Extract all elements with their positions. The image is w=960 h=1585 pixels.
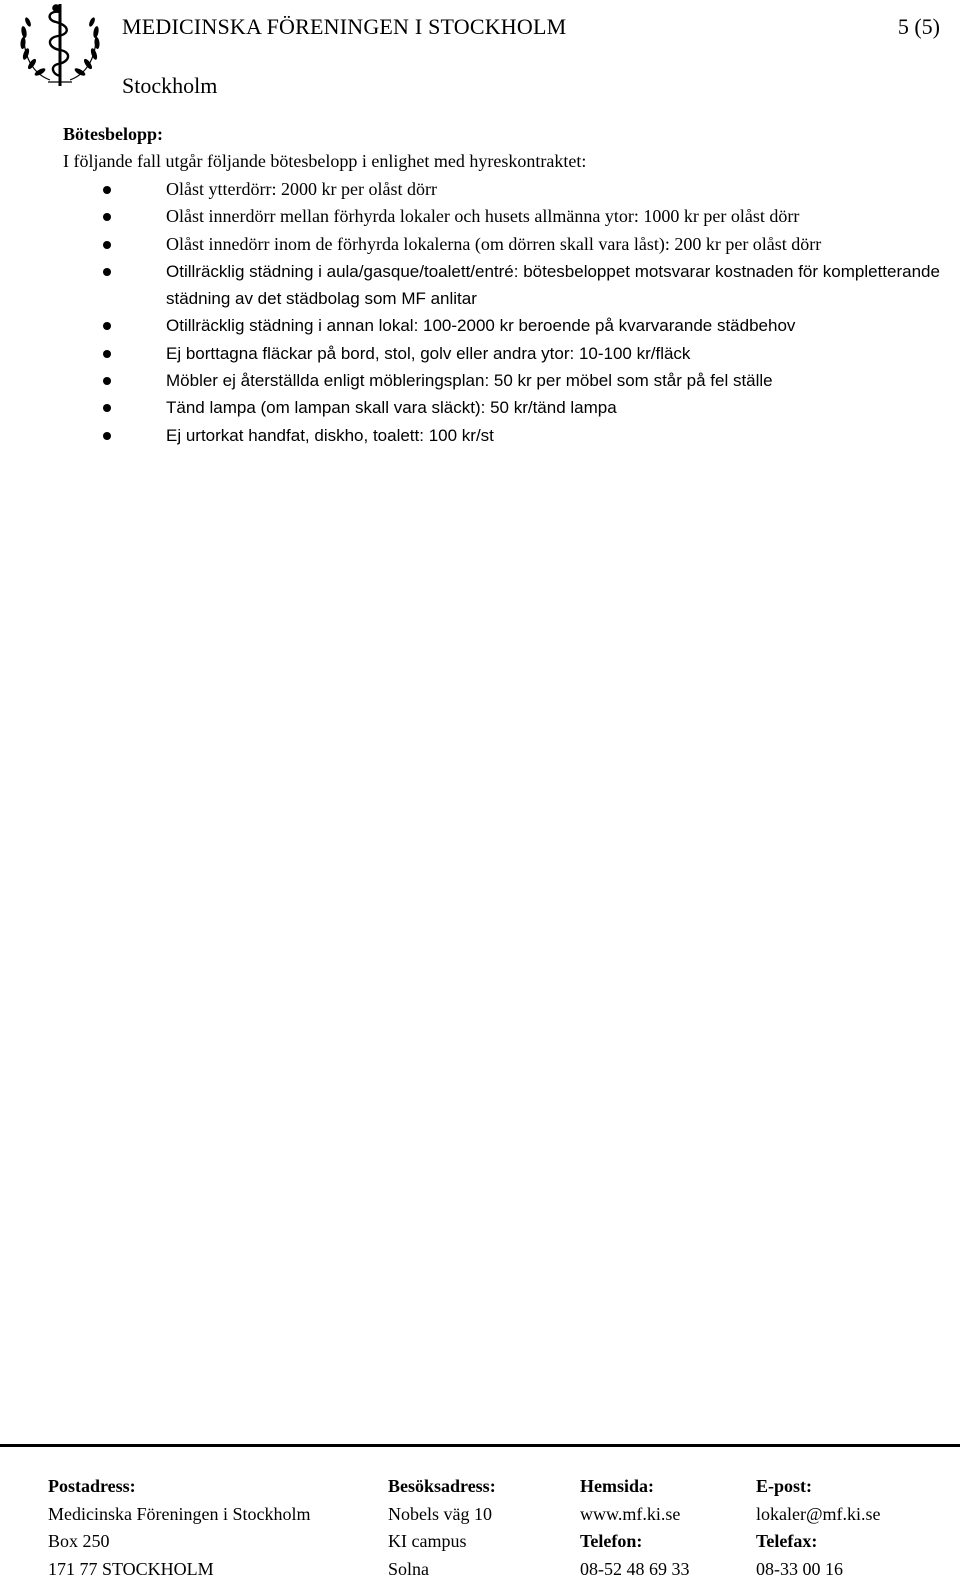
postal-line: 171 77 STOCKHOLM xyxy=(48,1558,214,1579)
list-item-text: Olåst ytterdörr: 2000 kr per olåst dörr xyxy=(166,179,437,199)
email-label: E-post: xyxy=(756,1476,813,1496)
list-item xyxy=(63,367,943,394)
asclepius-logo-icon xyxy=(10,0,110,90)
list-item-text: Otillräcklig städning i annan lokal: 100-2000 kr beroende på kvarvarande städbehov xyxy=(166,316,796,336)
bullet-icon xyxy=(103,241,111,249)
bullet-icon xyxy=(103,322,111,330)
list-item-text: Ej borttagna fläckar på bord, stol, golv eller andra ytor: 10-100 kr/fläck xyxy=(166,343,691,363)
list-item-text: Olåst innerdörr mellan förhyrda lokaler och husets allmänna ytor: 1000 kr per olåst dörr xyxy=(166,206,800,227)
section-heading: Bötesbelopp: xyxy=(63,124,164,144)
footer-divider xyxy=(0,1444,960,1447)
list-item-text: Otillräcklig städning i aula/gasque/toalett/entré: bötesbeloppet motsvarar kostnaden för kompletterande städning av det städbolag som MF anlitar xyxy=(166,261,940,309)
fax-number: 08-33 00 16 xyxy=(756,1558,843,1579)
bullet-icon xyxy=(103,268,111,276)
list-item xyxy=(63,422,943,449)
section-intro: I följande fall utgår följande bötesbelopp i enlighet med hyreskontraktet: xyxy=(63,151,587,171)
list-item xyxy=(63,394,943,421)
visit-line: KI campus xyxy=(388,1531,467,1551)
footer-email-fax xyxy=(756,1473,881,1583)
bullet-icon xyxy=(103,404,111,412)
bullet-icon xyxy=(103,377,111,385)
city-name: Stockholm xyxy=(122,73,218,98)
bullet-icon xyxy=(103,350,111,358)
fax-label: Telefax: xyxy=(756,1531,818,1551)
page-number: 5 (5) xyxy=(897,14,940,39)
phone-number: 08-52 48 69 33 xyxy=(580,1558,690,1579)
list-item xyxy=(63,176,943,203)
postal-line: Medicinska Föreningen i Stockholm xyxy=(48,1503,311,1524)
list-item-text: Tänd lampa (om lampan skall vara släckt): 50 kr/tänd lampa xyxy=(166,398,617,418)
footer-web-phone xyxy=(580,1473,690,1583)
footer-visit-address xyxy=(388,1473,496,1583)
visit-label: Besöksadress: xyxy=(388,1476,496,1496)
list-item xyxy=(63,231,943,258)
list-item-text: Ej urtorkat handfat, diskho, toalett: 100 kr/st xyxy=(166,425,494,445)
phone-label: Telefon: xyxy=(580,1531,643,1551)
fines-list xyxy=(63,176,943,449)
web-label: Hemsida: xyxy=(580,1476,654,1496)
list-item-text: Möbler ej återställda enligt möbleringsplan: 50 kr per möbel som står på fel ställe xyxy=(166,371,773,391)
list-item xyxy=(63,312,943,339)
postal-label: Postadress: xyxy=(48,1476,136,1496)
list-item-text: Olåst innedörr inom de förhyrda lokalerna (om dörren skall vara låst): 200 kr per olåst dörr xyxy=(166,233,822,254)
postal-line: Box 250 xyxy=(48,1531,110,1551)
organization-name: MEDICINSKA FÖRENINGEN I STOCKHOLM xyxy=(122,14,567,39)
fines-section xyxy=(63,121,943,449)
website-link[interactable]: www.mf.ki.se xyxy=(580,1503,681,1524)
bullet-icon xyxy=(103,432,111,440)
list-item xyxy=(63,258,943,313)
footer-postal-address xyxy=(48,1473,310,1583)
list-item xyxy=(63,340,943,367)
list-item xyxy=(63,203,943,230)
bullet-icon xyxy=(103,213,111,221)
visit-line: Nobels väg 10 xyxy=(388,1503,492,1524)
email-link[interactable]: lokaler@mf.ki.se xyxy=(756,1503,881,1524)
visit-line: Solna xyxy=(388,1558,430,1579)
bullet-icon xyxy=(103,186,111,194)
